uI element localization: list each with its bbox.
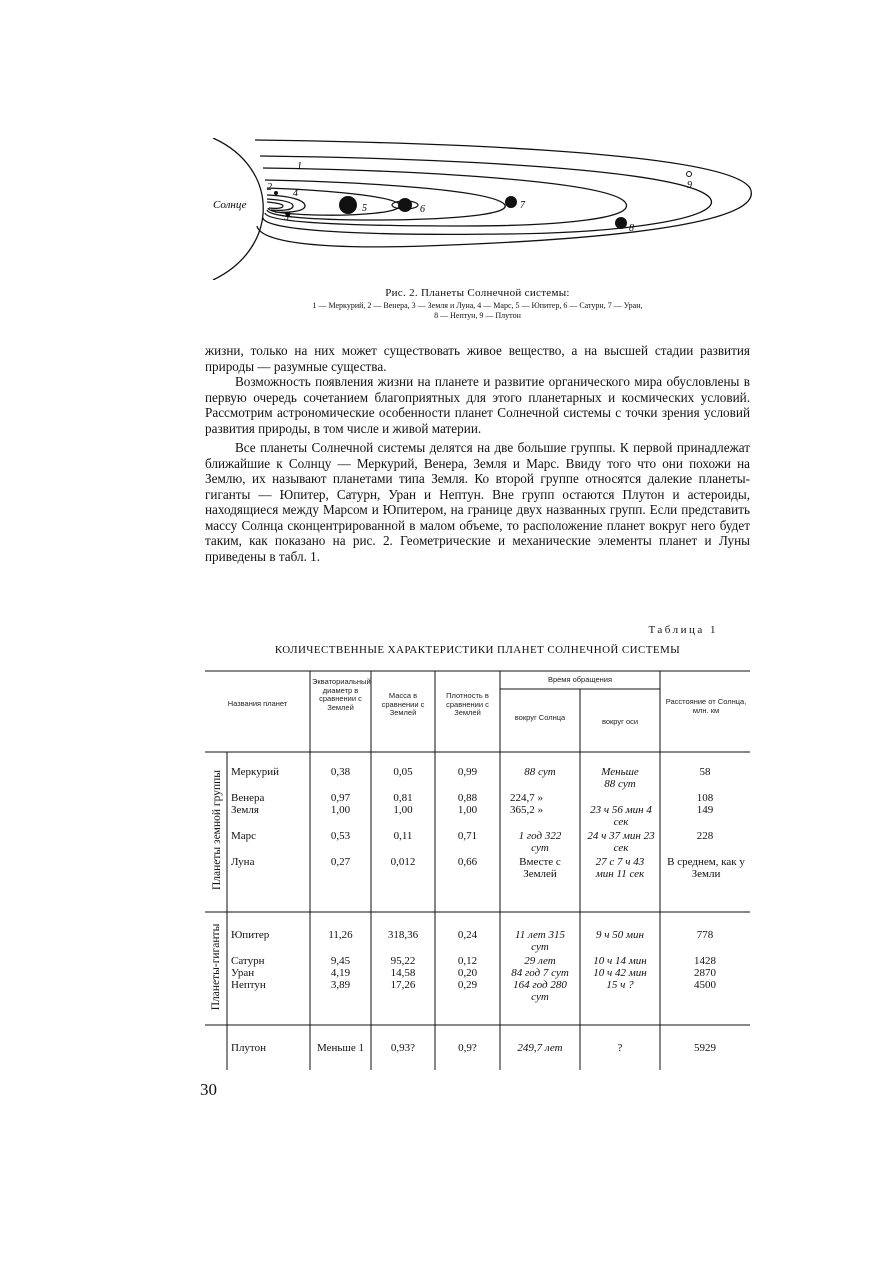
planet-neptune [615,217,627,229]
row-pluto-density: 0,9? [458,1042,477,1054]
body-text [205,343,750,564]
row-pluto-name: Плутон [231,1042,266,1054]
row-earth-mass: 1,00 [393,804,413,816]
row-pluto-mass: 0,93? [390,1042,416,1054]
row-mercury-distance: 58 [699,766,711,778]
planet-pluto [687,172,692,177]
row-uranus-sun: 84 год 7 сут [511,967,569,979]
page-number: 30 [200,1080,217,1099]
row-mercury-diameter: 0,38 [330,766,351,778]
group-label-terrestrial: Планеты земной группы [211,770,223,890]
orbit-number-6: 6 [420,204,425,215]
figure-legend-line-1: 1 — Меркурий, 2 — Венера, 3 — Земля и Луна, 4 — Марс, 5 — Юпитер, 6 — Сатурн, 7 — Уран, [312,301,643,310]
row-moon-mass: 0,012 [390,856,416,868]
row-neptune-sun: 164 год 280 сут [513,979,567,1003]
row-saturn-name: Сатурн [231,955,265,967]
row-mercury-axis: Меньше 88 сут [601,766,639,790]
header-around-sun: вокруг Солнца [514,713,566,722]
row-mercury-sun: 88 сут [524,766,556,778]
header-name: Названия планет [227,699,288,708]
row-moon-name: Луна [231,856,255,868]
planet-jupiter [339,196,357,214]
row-mars-diameter: 0,53 [330,830,351,842]
planet-uranus [505,196,517,208]
header-period: Время обращения [547,675,613,684]
row-mars-sun: 1 год 322 сут [518,830,562,854]
row-earth-density: 1,00 [457,804,478,816]
table-title: КОЛИЧЕСТВЕННЫЕ ХАРАКТЕРИСТИКИ ПЛАНЕТ СОЛНЕЧНОЙ СИСТЕМЫ [274,644,681,656]
row-jupiter-diameter: 11,26 [328,929,353,941]
orbit-number-8: 8 [629,223,634,234]
row-uranus-mass: 14,58 [390,967,416,979]
row-uranus-diameter: 4,19 [330,967,351,979]
figure-title: Рис. 2. Планеты Солнечной системы: [385,287,570,299]
orbit-number-7: 7 [520,200,525,211]
row-neptune-mass: 17,26 [390,979,416,991]
orbit-number-3: 3 [284,212,289,223]
planet-saturn [398,198,412,212]
figure-legend [205,301,750,321]
orbit-neptune [260,156,711,234]
row-mercury-mass: 0,05 [393,766,413,778]
row-venus-distance: 108 [696,792,714,804]
row-saturn-distance: 1428 [694,955,716,967]
paragraph-1: жизни, только на них может существовать живое вещество, а на высшей стадии развития природы — разумные существа. [205,343,750,374]
row-pluto-axis: ? [617,1042,623,1054]
row-earth-name: Земля [231,804,259,816]
row-mercury-name: Меркурий [231,766,279,778]
row-venus-mass: 0,81 [393,792,413,804]
row-jupiter-distance: 778 [696,929,714,941]
row-mars-mass: 0,11 [393,830,413,842]
row-saturn-diameter: 9,45 [330,955,351,967]
row-uranus-name: Уран [231,967,255,979]
row-moon-axis: 27 с 7 ч 43 мин 11 сек [595,856,645,880]
orbit-number-9: 9 [687,180,692,191]
planet-table [205,670,750,1072]
row-saturn-sun: 29 лет [524,955,556,967]
header-diameter: Экваториальный диаметр в сравнении с Землей [312,677,371,712]
row-moon-sun: Вместе с Землей [519,856,561,880]
row-venus-diameter: 0,97 [330,792,351,804]
row-saturn-mass: 95,22 [390,955,416,967]
row-pluto-distance: 5929 [694,1042,716,1054]
row-neptune-name: Нептун [231,979,266,991]
row-neptune-distance: 4500 [694,979,716,991]
row-uranus-density: 0,20 [457,967,478,979]
row-neptune-axis: 15 ч ? [606,979,634,991]
paragraph-2: Возможность появления жизни на планете и развитие органического мира обусловлены в первую очередь сочетанием благоприятных для этого планетарных и космических условий. Рассмотрим астрономические особенности планет Солнечной системы с точки зрения условий развития природы, в том числе и живой материи. [205,374,750,436]
row-mars-distance: 228 [696,830,714,842]
orbit-number-2: 2 [267,182,272,193]
header-density: Плотность в сравнении с Землей [446,691,489,717]
orbit-number-4: 4 [293,188,298,199]
row-pluto-diameter: Меньше 1 [316,1042,365,1054]
row-saturn-axis: 10 ч 14 мин [593,955,647,967]
orbit-number-1: 1 [297,161,302,172]
row-neptune-diameter: 3,89 [330,979,351,991]
row-earth-axis: 23 ч 56 мин 4 сек [590,804,652,828]
row-uranus-distance: 2870 [694,967,716,979]
group-label-giants: Планеты-гиганты [210,923,222,1011]
row-mercury-density: 0,99 [457,766,478,778]
row-mars-axis: 24 ч 37 мин 23 сек [587,830,655,854]
row-saturn-density: 0,12 [457,955,478,967]
row-jupiter-axis: 9 ч 50 мин [596,929,644,941]
orbit-number-5: 5 [362,203,367,214]
solar-system-diagram [205,138,760,280]
row-moon-density: 0,66 [457,856,478,868]
row-jupiter-sun: 11 лет 315 сут [515,929,565,953]
header-around-axis: вокруг оси [601,717,639,726]
orbit-venus [267,202,283,208]
header-distance: Расстояние от Солнца, млн. км [665,697,747,715]
row-mars-density: 0,71 [457,830,478,842]
header-mass: Масса в сравнении с Землей [381,691,425,717]
row-uranus-axis: 10 ч 42 мин [593,967,647,979]
row-jupiter-name: Юпитер [231,929,270,941]
row-earth-diameter: 1,00 [330,804,351,816]
row-jupiter-mass: 318,36 [387,929,419,941]
row-mars-name: Марс [231,830,257,842]
row-pluto-sun: 249,7 лет [517,1042,563,1054]
row-moon-distance: В среднем, как у Земли [667,856,745,880]
sun-label: Солнце [213,199,247,211]
row-earth-sun: 365,2 » [510,804,543,816]
table-label: Таблица 1 [648,624,718,636]
row-venus-sun: 224,7 » [510,792,543,804]
row-neptune-density: 0,29 [457,979,478,991]
row-jupiter-density: 0,24 [457,929,478,941]
row-venus-density: 0,88 [457,792,478,804]
paragraph-3: Все планеты Солнечной системы делятся на две большие группы. К первой принадлежат ближайшие к Солнцу — Меркурий, Венера, Земля и Марс. Ввиду того что они похожи на Землю, их называют планетами типа Земля. Ко второй группе относятся далекие планеты-гиганты — Юпитер, Сатурн, Уран и Нептун. Вне групп остаются Плутон и астероиды, находящиеся между Марсом и Юпитером, на границе двух названных групп. Если представить массу Солнца сконцентрированной в малом объеме, то расположение планет вокруг него будет таким, как показано на рис. 2. Геометрические и механические элементы планет и Луны приведены в табл. 1. [205,440,750,564]
row-moon-diameter: 0,27 [330,856,351,868]
figure-legend-line-2: 8 — Нептун, 9 — Плутон [434,311,521,320]
orbit-uranus [263,168,627,226]
row-earth-distance: 149 [696,804,714,816]
row-venus-name: Венера [231,792,265,804]
